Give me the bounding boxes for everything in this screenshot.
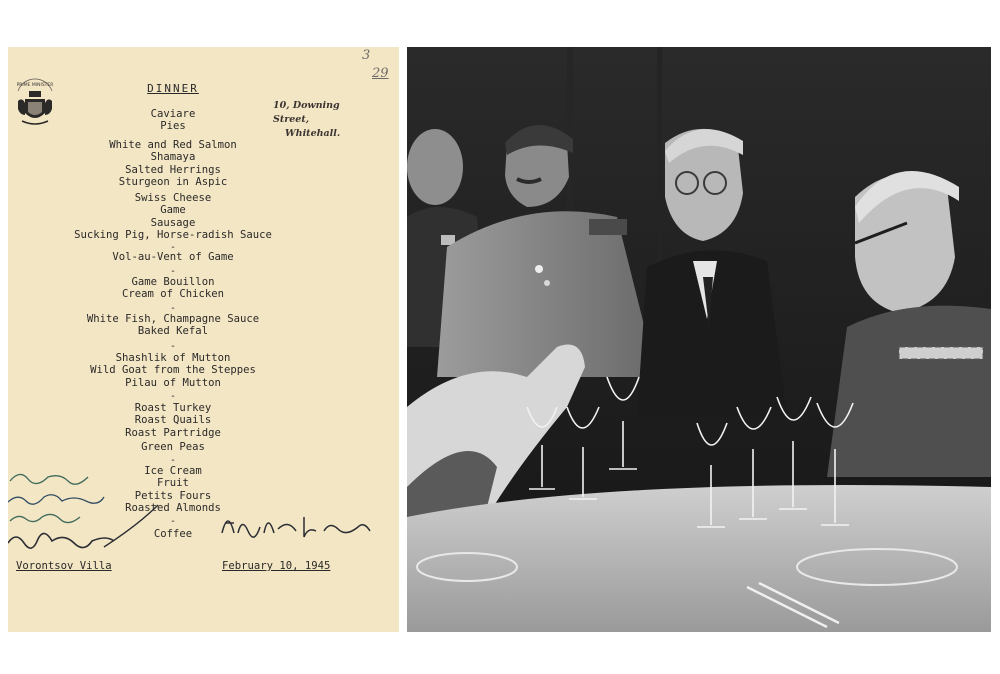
menu-item: White Fish, Champagne Sauce	[86, 313, 260, 325]
menu-item: Petits Fours	[134, 489, 212, 502]
menu-title: DINNER	[147, 82, 199, 95]
menu-item: Baked Kefal	[137, 325, 209, 338]
menu-item: Game	[160, 204, 186, 217]
menu-item: Pilau of Mutton	[125, 376, 221, 389]
menu-item: White and Red Salmon	[109, 139, 237, 151]
course-divider: -	[169, 391, 177, 402]
menu-item: Roast Partridge	[125, 426, 221, 439]
pencil-note-line: 3	[362, 48, 371, 63]
menu-item: Coffee	[153, 528, 193, 540]
menu-course	[8, 402, 338, 439]
course-divider: -	[169, 242, 177, 253]
menu-course	[8, 192, 338, 242]
menu-item: Pies	[160, 120, 186, 133]
menu-item: Caviare	[150, 108, 196, 120]
pencil-note-line: 29	[372, 66, 389, 81]
menu-course	[8, 139, 338, 189]
menu-item: Swiss Cheese	[134, 192, 212, 204]
menu-item: Game Bouillon	[131, 276, 215, 288]
menu-item: Green Peas	[141, 441, 205, 453]
menu-item: Ice Cream	[144, 465, 202, 477]
menu-item: Roasted Almonds	[125, 502, 221, 515]
yalta-dinner-photo	[407, 47, 991, 632]
menu-item: Roast Quails	[134, 414, 212, 427]
menu-item: Sturgeon in Aspic	[118, 176, 228, 189]
handwritten-signatures	[8, 447, 399, 567]
menu-item: Vol-au-Vent of Game	[112, 251, 234, 263]
menu-course	[8, 251, 338, 263]
menu-item: Shamaya	[150, 151, 196, 164]
menu-course	[8, 276, 338, 301]
menu-date: February 10, 1945	[222, 560, 331, 572]
menu-item: Fruit	[157, 477, 189, 490]
menu-course	[8, 108, 338, 133]
course-divider: -	[169, 455, 177, 466]
archive-pencil-note	[362, 47, 399, 83]
menu-course	[8, 352, 338, 389]
dinner-menu-document	[8, 47, 399, 632]
crest-text: PRIME MINISTER	[16, 83, 54, 88]
menu-item: Roast Turkey	[134, 402, 212, 414]
course-divider: -	[169, 516, 177, 527]
menu-item: Wild Goat from the Steppes	[90, 364, 256, 377]
menu-item: Shashlik of Mutton	[115, 352, 231, 364]
address-line: Whitehall.	[285, 128, 341, 139]
menu-course	[8, 313, 338, 338]
menu-item: Sausage	[150, 216, 196, 229]
course-divider: -	[169, 303, 177, 314]
course-divider: -	[169, 341, 177, 352]
address-line: 10, Downing Street,	[273, 100, 340, 125]
menu-item: Salted Herrings	[125, 163, 221, 176]
menu-item: Sucking Pig, Horse-radish Sauce	[74, 229, 272, 242]
menu-item: Cream of Chicken	[121, 288, 225, 301]
menu-location: Vorontsov Villa	[16, 560, 112, 572]
course-divider: -	[169, 266, 177, 277]
